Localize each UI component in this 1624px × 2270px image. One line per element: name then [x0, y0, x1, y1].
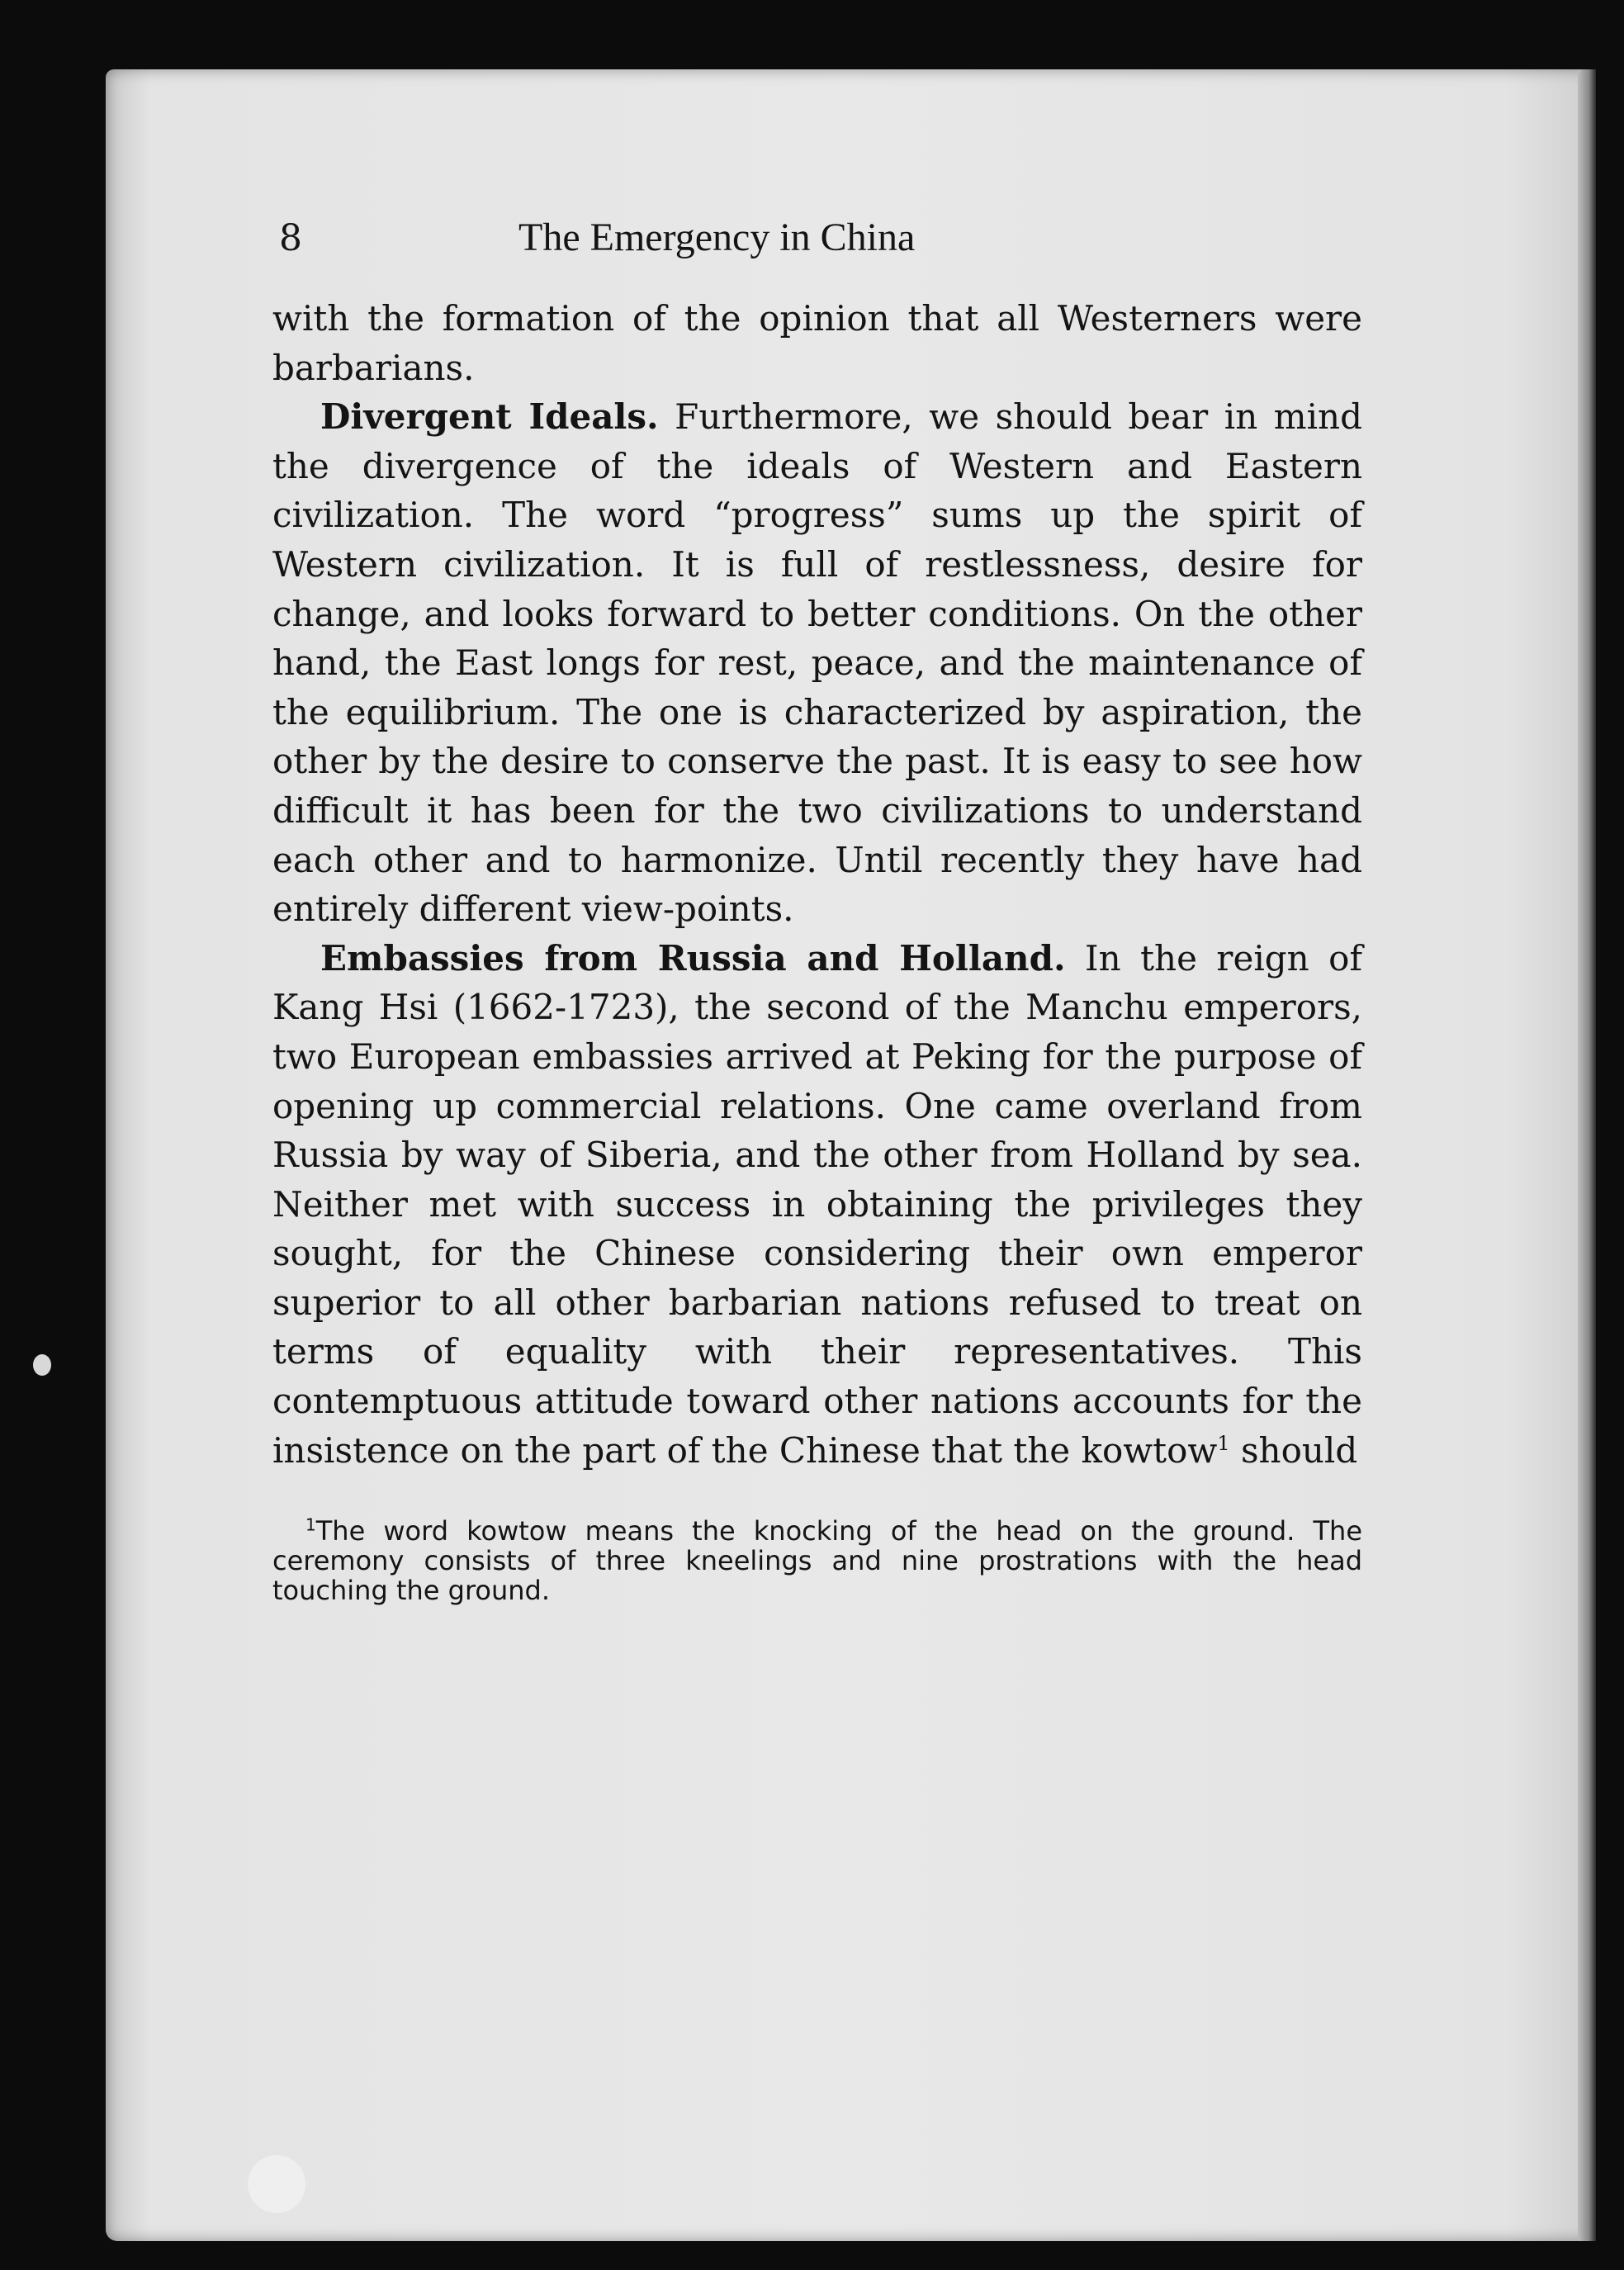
- paragraph-embassies: [272, 934, 1362, 1476]
- running-title: The Emergency in China: [518, 216, 916, 259]
- dust-speck: [33, 1354, 51, 1376]
- footnote-marker: 1: [305, 1514, 316, 1535]
- paragraph-sidehead: Divergent Ideals.: [320, 396, 659, 438]
- paragraph-text: In the reign of Kang Hsi (1662-1723), the second of the Manchu emperors, two European embassies arrived at Peking for the purpose of opening up commercial relations. One came overland from Russia by way of Siberia, and the other from Holland by sea. Neither met with success in obtaining the privileges they sought, for the Chinese considering their own emperor superior to all other barbarian nations refused to treat on terms of equality with their representatives. This contemptuous attitude toward other nations accounts for the insistence on the part of the Chinese that the kowtow: [272, 937, 1362, 1471]
- footnote: [272, 1516, 1362, 1605]
- footnote-text: The word kowtow means the knocking of the head on the ground. The ceremony consists of three kneelings and nine prostrations with the head touching the ground.: [272, 1515, 1362, 1607]
- paragraph-text-end: should: [1229, 1429, 1358, 1471]
- paragraph-sidehead: Embassies from Russia and Holland.: [320, 937, 1066, 979]
- paragraph-continuation: [272, 294, 1362, 392]
- paragraph-divergent-ideals: [272, 392, 1362, 934]
- paragraph-text: Furthermore, we should bear in mind the divergence of the ideals of Western and Eastern civilization. The word “progress” sums up the spirit of Western civilization. It is full of restlessness, desire for change, and looks forward to better conditions. On the other hand, the East longs for rest, peace, and the maintenance of the equilibrium. The one is characterized by aspiration, the other by the desire to conserve the past. It is easy to see how difficult it has been for the two civilizations to understand each other and to harmonize. Until recently they have had entirely different view-points.: [272, 396, 1362, 930]
- paragraph-text: with the formation of the opinion that all Westerners were barbarians.: [272, 298, 1362, 388]
- page-text: [272, 215, 1362, 1605]
- page-edge-shadow: [1578, 69, 1596, 2241]
- page-number: 8: [279, 217, 302, 259]
- dust-speck: [248, 2155, 305, 2213]
- footnote-reference: 1: [1217, 1431, 1230, 1455]
- running-head: [272, 215, 1362, 289]
